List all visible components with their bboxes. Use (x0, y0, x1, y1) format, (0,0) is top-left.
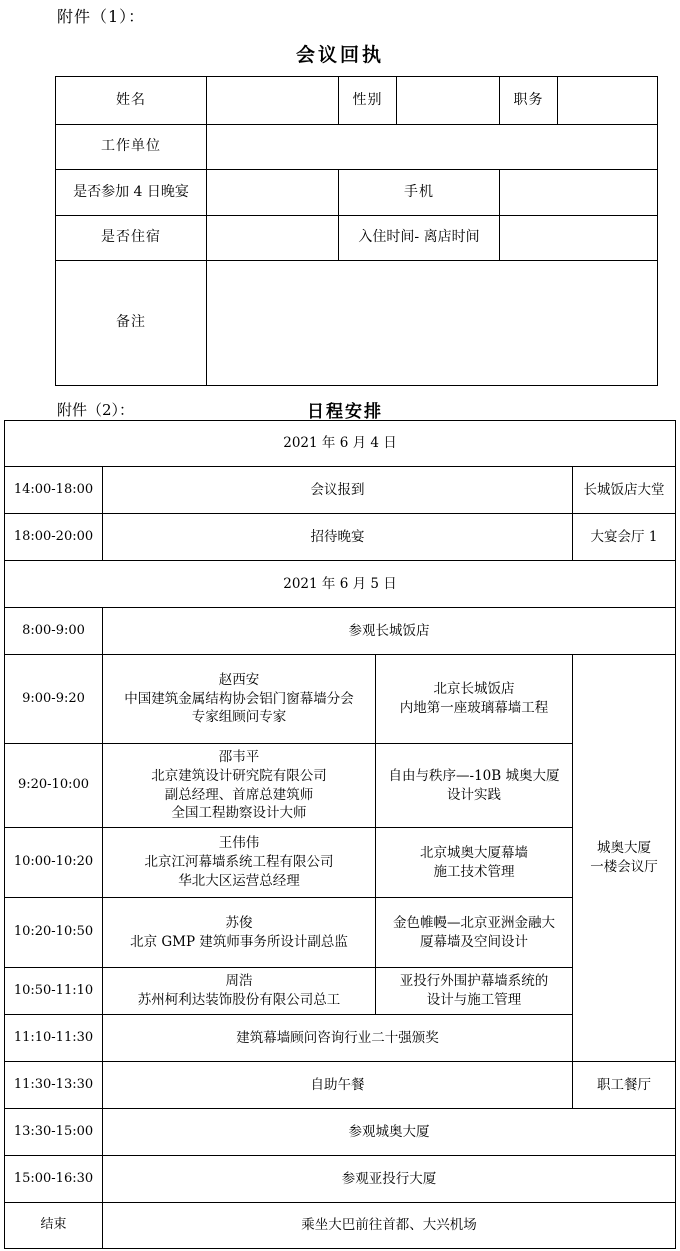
speaker-title: 副总经理、首席总建筑师 (164, 786, 314, 803)
event-cell: 自助午餐 (103, 1062, 573, 1109)
place-cell: 长城饭店大堂 (573, 467, 676, 514)
position-field[interactable] (558, 77, 658, 125)
time-cell: 14:00-18:00 (5, 467, 103, 514)
org-label: 工作单位 (56, 125, 207, 170)
speaker-title: 专家组顾问专家 (191, 709, 287, 726)
topic-line: 北京城奥大厦幕墙 (420, 844, 528, 861)
speaker-cell (103, 655, 376, 744)
time-cell: 10:00-10:20 (5, 828, 103, 898)
attachment2-label: 附件（2）： (57, 401, 135, 419)
receipt-title: 会议回执 (295, 44, 384, 66)
speaker-name: 邵韦平 (218, 748, 260, 765)
receipt-form-table (55, 76, 658, 386)
day-header-2: 2021 年 6 月 5 日 (5, 561, 676, 608)
attachment1-label: 附件（1）： (57, 7, 146, 26)
time-cell: 15:00-16:30 (5, 1156, 103, 1203)
speaker-cell (103, 968, 376, 1015)
time-cell: 9:00-9:20 (5, 655, 103, 744)
speaker-cell (103, 898, 376, 968)
topic-line: 自由与秩序—-10B 城奥大厦 (388, 767, 560, 784)
time-cell: 11:10-11:30 (5, 1015, 103, 1062)
speaker-honor: 全国工程勘察设计大师 (171, 805, 307, 822)
banquet-label: 是否参加 4 日晚宴 (56, 170, 207, 216)
session-place-line: 城奥大厦 (597, 840, 651, 857)
speaker-org: 北京江河幕墙系统工程有限公司 (144, 854, 334, 871)
topic-line: 北京长城饭店 (433, 681, 515, 698)
speaker-org: 北京建筑设计研究院有限公司 (151, 767, 327, 784)
event-cell: 参观长城饭店 (103, 608, 676, 655)
time-cell: 10:20-10:50 (5, 898, 103, 968)
topic-line: 厦幕墙及空间设计 (420, 933, 528, 950)
schedule-table (4, 420, 676, 1249)
schedule-title: 日程安排 (307, 402, 383, 422)
time-cell: 10:50-11:10 (5, 968, 103, 1015)
phone-label: 手机 (339, 170, 500, 216)
topic-cell (376, 898, 573, 968)
event-cell: 参观亚投行大厦 (103, 1156, 676, 1203)
name-label: 姓名 (56, 77, 207, 125)
org-field[interactable] (207, 125, 658, 170)
time-cell: 18:00-20:00 (5, 514, 103, 561)
checkin-field[interactable] (500, 216, 658, 261)
speaker-name: 周浩 (225, 973, 253, 990)
topic-line: 设计实践 (447, 786, 501, 803)
time-cell: 8:00-9:00 (5, 608, 103, 655)
event-cell: 招待晚宴 (103, 514, 573, 561)
time-cell: 9:20-10:00 (5, 744, 103, 828)
speaker-cell (103, 828, 376, 898)
lodging-label: 是否住宿 (56, 216, 207, 261)
time-cell: 结束 (5, 1203, 103, 1249)
banquet-field[interactable] (207, 170, 339, 216)
speaker-title: 华北大区运营总经理 (178, 872, 300, 889)
checkin-label: 入住时间- 离店时间 (339, 216, 500, 261)
event-cell: 乘坐大巴前往首都、大兴机场 (103, 1203, 676, 1249)
speaker-name: 苏俊 (225, 914, 253, 931)
phone-field[interactable] (500, 170, 658, 216)
gender-label: 性别 (339, 77, 397, 125)
time-cell: 11:30-13:30 (5, 1062, 103, 1109)
topic-cell (376, 744, 573, 828)
remarks-label: 备注 (56, 261, 207, 386)
lodging-field[interactable] (207, 216, 339, 261)
topic-line: 亚投行外围护幕墙系统的 (399, 973, 549, 990)
remarks-field[interactable] (207, 261, 658, 386)
session-place-line: 一楼会议厅 (590, 859, 658, 875)
session-place-cell (573, 655, 676, 1062)
position-label: 职务 (500, 77, 558, 125)
topic-line: 内地第一座玻璃幕墙工程 (399, 700, 549, 716)
topic-line: 施工技术管理 (433, 863, 515, 880)
time-cell: 13:30-15:00 (5, 1109, 103, 1156)
topic-cell (376, 968, 573, 1015)
topic-cell (376, 828, 573, 898)
speaker-cell (103, 744, 376, 828)
event-cell: 参观城奥大厦 (103, 1109, 676, 1156)
gender-field[interactable] (397, 77, 500, 125)
speaker-name: 赵西安 (218, 671, 260, 688)
place-cell: 职工餐厅 (573, 1062, 676, 1109)
speaker-org: 苏州柯利达装饰股份有限公司总工 (137, 992, 341, 1008)
place-cell: 大宴会厅 1 (573, 514, 676, 561)
topic-line: 金色帷幔—北京亚洲金融大 (393, 914, 555, 931)
event-cell: 会议报到 (103, 467, 573, 514)
topic-cell (376, 655, 573, 744)
topic-line: 设计与施工管理 (426, 992, 522, 1008)
speaker-org: 北京 GMP 建筑师事务所设计副总监 (130, 933, 348, 950)
event-cell: 建筑幕墙顾问咨询行业二十强颁奖 (103, 1015, 573, 1062)
speaker-name: 王伟伟 (218, 835, 260, 852)
day-header-1: 2021 年 6 月 4 日 (5, 421, 676, 467)
speaker-org: 中国建筑金属结构协会铝门窗幕墙分会 (124, 690, 354, 707)
name-field[interactable] (207, 77, 339, 125)
